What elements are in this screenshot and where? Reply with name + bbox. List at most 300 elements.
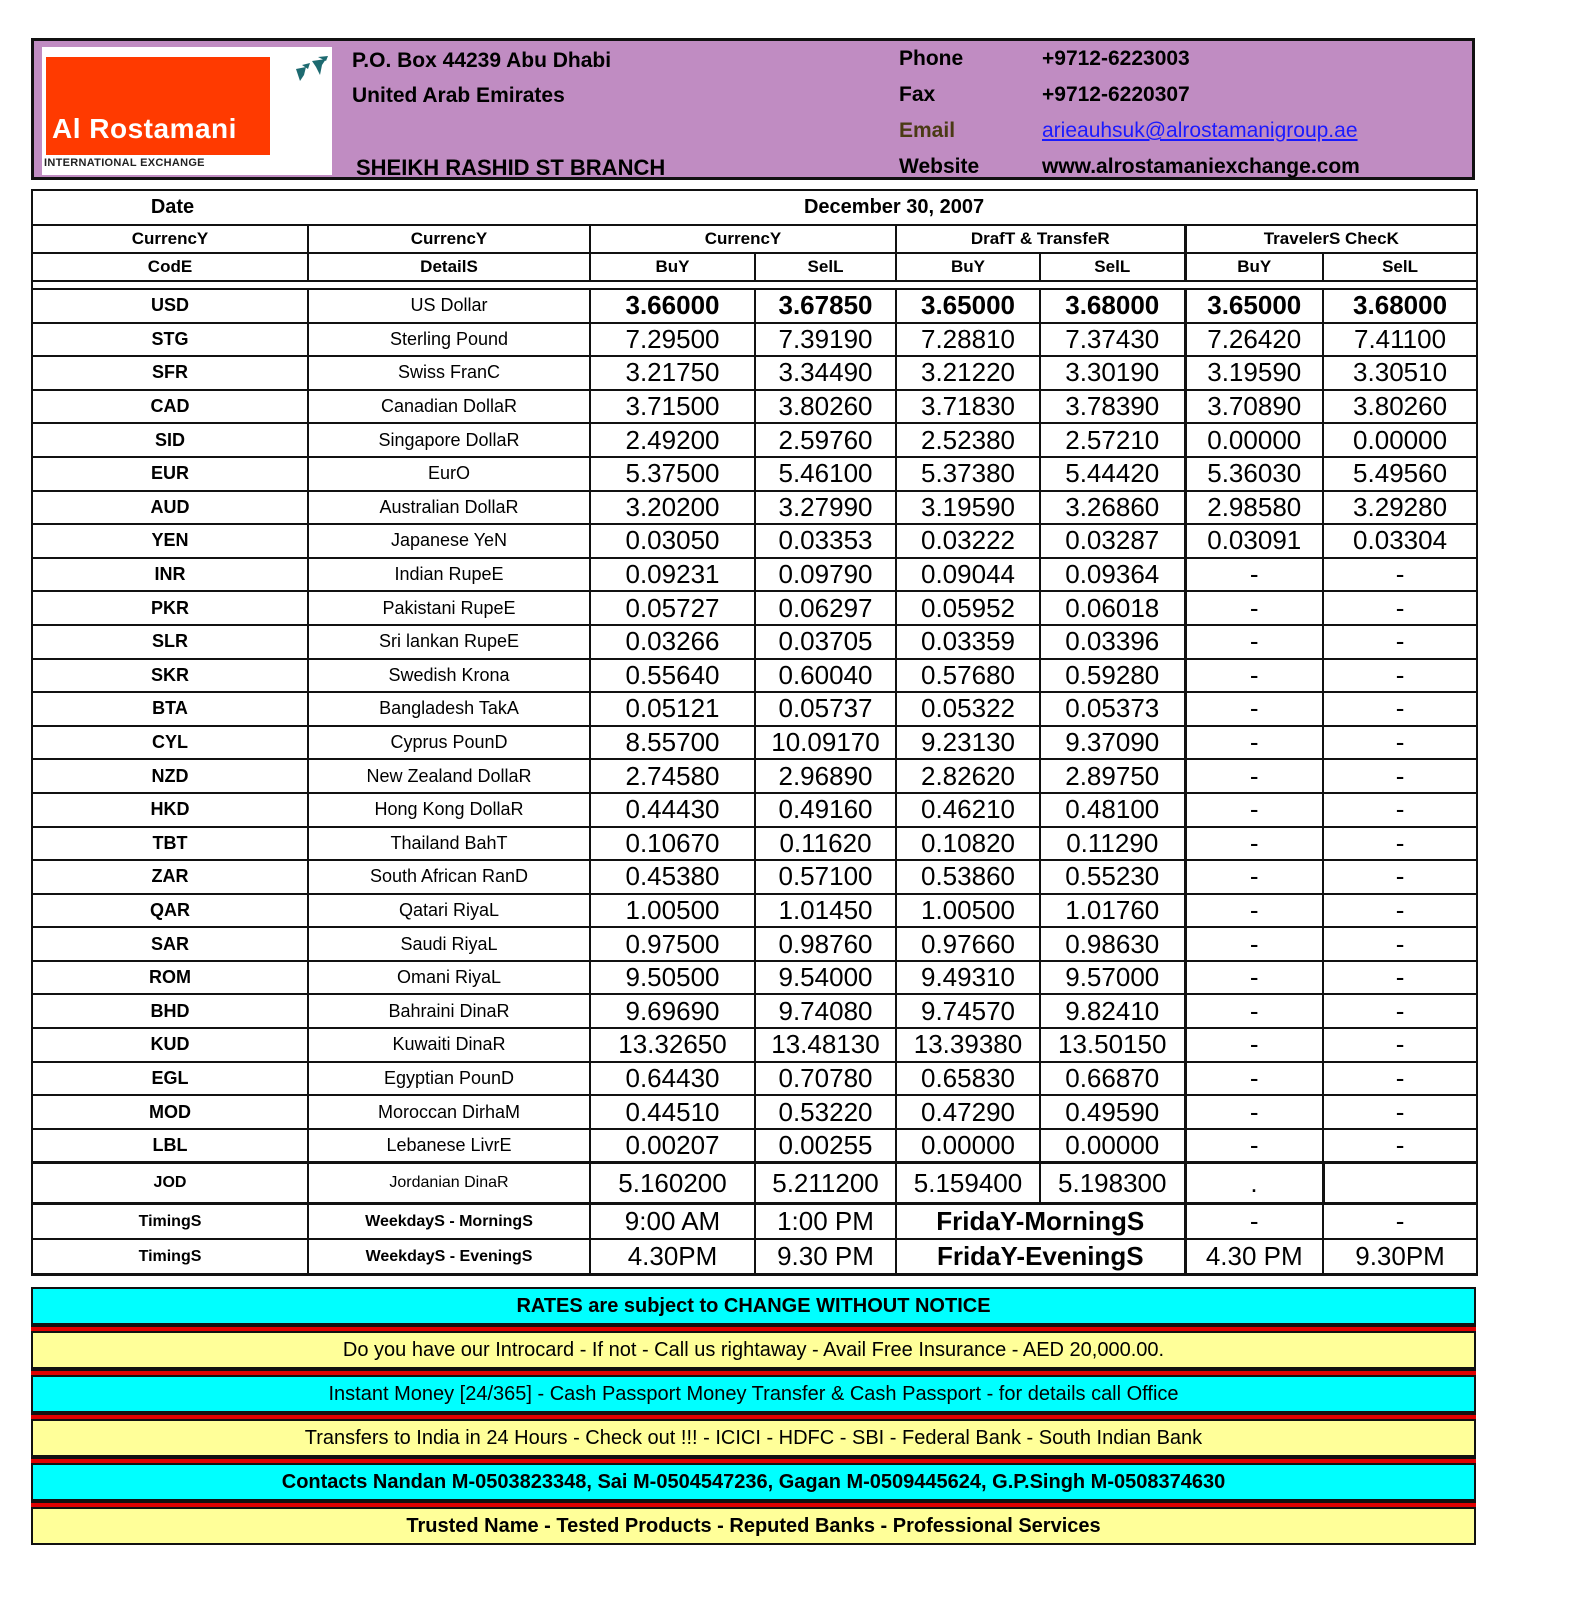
draft-buy: 3.19590 bbox=[896, 491, 1040, 525]
draft-sell: 0.03287 bbox=[1040, 524, 1185, 558]
draft-buy: 0.10820 bbox=[896, 827, 1040, 861]
tc-sell: - bbox=[1323, 827, 1477, 861]
email-label: Email bbox=[899, 119, 956, 142]
tc-sell: - bbox=[1323, 1129, 1477, 1163]
timing-detail: WeekdayS - MorningS bbox=[308, 1204, 590, 1240]
currency-sell: 10.09170 bbox=[755, 726, 896, 760]
tc-sell: - bbox=[1323, 1095, 1477, 1129]
draft-buy: 2.82620 bbox=[896, 759, 1040, 793]
currency-buy: 0.97500 bbox=[590, 927, 755, 961]
draft-sell: 7.37430 bbox=[1040, 323, 1185, 357]
draft-buy: 0.05322 bbox=[896, 692, 1040, 726]
draft-sell: 0.59280 bbox=[1040, 659, 1185, 693]
tc-buy: - bbox=[1185, 558, 1323, 592]
tc-buy: - bbox=[1185, 827, 1323, 861]
draft-sell: 3.30190 bbox=[1040, 356, 1185, 390]
draft-sell: 9.57000 bbox=[1040, 961, 1185, 995]
currency-code: ZAR bbox=[32, 860, 308, 894]
draft-sell: 0.11290 bbox=[1040, 827, 1185, 861]
tc-sell: - bbox=[1323, 1062, 1477, 1096]
currency-buy: 0.05121 bbox=[590, 692, 755, 726]
currency-code: EGL bbox=[32, 1062, 308, 1096]
currency-sell: 5.46100 bbox=[755, 457, 896, 491]
draft-buy: 0.03359 bbox=[896, 625, 1040, 659]
table-row bbox=[32, 827, 1477, 861]
tc-buy: - bbox=[1185, 1095, 1323, 1129]
currency-buy: 0.00207 bbox=[590, 1129, 755, 1163]
currency-buy: 0.55640 bbox=[590, 659, 755, 693]
currency-detail: Australian DollaR bbox=[308, 491, 590, 525]
currency-detail: Sterling Pound bbox=[308, 323, 590, 357]
col-header-details: DetailS bbox=[308, 253, 590, 281]
tc-buy: - bbox=[1185, 659, 1323, 693]
currency-buy: 2.49200 bbox=[590, 423, 755, 457]
draft-sell: 0.00000 bbox=[1040, 1129, 1185, 1163]
tc-buy: - bbox=[1185, 759, 1323, 793]
tc-sell: - bbox=[1323, 625, 1477, 659]
banner-tagline: Trusted Name - Tested Products - Reputed Banks - Professional Services bbox=[31, 1507, 1476, 1545]
col-header-tc-sell: SelL bbox=[1323, 253, 1477, 281]
col-header-draft-sell: SelL bbox=[1040, 253, 1185, 281]
tc-buy: - bbox=[1185, 726, 1323, 760]
email-link[interactable] bbox=[1042, 119, 1358, 143]
draft-sell: 0.05373 bbox=[1040, 692, 1185, 726]
currency-buy: 3.71500 bbox=[590, 390, 755, 424]
draft-buy: 5.159400 bbox=[896, 1163, 1040, 1204]
tc-sell: 7.41100 bbox=[1323, 323, 1477, 357]
draft-sell: 3.26860 bbox=[1040, 491, 1185, 525]
draft-sell: 1.01760 bbox=[1040, 894, 1185, 928]
tc-sell: - bbox=[1323, 1028, 1477, 1062]
tc-buy: 0.03091 bbox=[1185, 524, 1323, 558]
table-row bbox=[32, 289, 1477, 323]
website-value: www.alrostamaniexchange.com bbox=[1042, 155, 1360, 178]
tc-buy: - bbox=[1185, 994, 1323, 1028]
currency-detail: EurO bbox=[308, 457, 590, 491]
col-header-draft-transfer: DrafT & TransfeR bbox=[896, 225, 1185, 253]
currency-code: JOD bbox=[32, 1163, 308, 1204]
tc-buy: 3.19590 bbox=[1185, 356, 1323, 390]
currency-buy: 0.10670 bbox=[590, 827, 755, 861]
currency-sell: 0.00255 bbox=[755, 1129, 896, 1163]
currency-sell: 5.211200 bbox=[755, 1163, 896, 1204]
banner-instant-money: Instant Money [24/365] - Cash Passport Money Transfer & Cash Passport - for details call Office bbox=[31, 1375, 1476, 1413]
friday-end: - bbox=[1323, 1204, 1477, 1240]
currency-detail: Sri lankan RupeE bbox=[308, 625, 590, 659]
currency-code: INR bbox=[32, 558, 308, 592]
tc-buy: - bbox=[1185, 625, 1323, 659]
tc-buy: - bbox=[1185, 894, 1323, 928]
currency-sell: 0.53220 bbox=[755, 1095, 896, 1129]
tc-buy: - bbox=[1185, 1028, 1323, 1062]
table-row bbox=[32, 423, 1477, 457]
col-header-draft-buy: BuY bbox=[896, 253, 1040, 281]
draft-buy: 1.00500 bbox=[896, 894, 1040, 928]
banner-rates-notice: RATES are subject to CHANGE WITHOUT NOTICE bbox=[31, 1287, 1476, 1325]
tc-buy: - bbox=[1185, 927, 1323, 961]
tc-sell: 3.29280 bbox=[1323, 491, 1477, 525]
email-link-text[interactable]: arieauhsuk@alrostamanigroup.ae bbox=[1042, 119, 1358, 142]
friday-start: 4.30 PM bbox=[1185, 1239, 1323, 1275]
draft-sell: 0.06018 bbox=[1040, 591, 1185, 625]
draft-sell: 0.55230 bbox=[1040, 860, 1185, 894]
currency-buy: 1.00500 bbox=[590, 894, 755, 928]
currency-code: EUR bbox=[32, 457, 308, 491]
tc-sell: - bbox=[1323, 591, 1477, 625]
table-row bbox=[32, 356, 1477, 390]
currency-sell: 0.70780 bbox=[755, 1062, 896, 1096]
currency-buy: 0.45380 bbox=[590, 860, 755, 894]
timing-end: 1:00 PM bbox=[755, 1204, 896, 1240]
timing-row-morning bbox=[32, 1204, 1477, 1240]
currency-code: CYL bbox=[32, 726, 308, 760]
currency-buy: 0.44510 bbox=[590, 1095, 755, 1129]
currency-buy: 0.64430 bbox=[590, 1062, 755, 1096]
banner-introcard: Do you have our Introcard - If not - Call us rightaway - Avail Free Insurance - AED 20,000.00. bbox=[31, 1331, 1476, 1369]
tc-sell: 0.03304 bbox=[1323, 524, 1477, 558]
draft-buy: 5.37380 bbox=[896, 457, 1040, 491]
currency-sell: 13.48130 bbox=[755, 1028, 896, 1062]
currency-sell: 3.80260 bbox=[755, 390, 896, 424]
tc-buy: - bbox=[1185, 1062, 1323, 1096]
friday-start: - bbox=[1185, 1204, 1323, 1240]
draft-buy: 0.05952 bbox=[896, 591, 1040, 625]
phone-value: +9712-6223003 bbox=[1042, 47, 1190, 70]
draft-buy: 0.65830 bbox=[896, 1062, 1040, 1096]
currency-sell: 0.60040 bbox=[755, 659, 896, 693]
currency-code: SAR bbox=[32, 927, 308, 961]
draft-sell: 0.09364 bbox=[1040, 558, 1185, 592]
currency-code: SFR bbox=[32, 356, 308, 390]
tc-sell: - bbox=[1323, 659, 1477, 693]
currency-sell: 0.11620 bbox=[755, 827, 896, 861]
header-panel bbox=[31, 38, 1475, 180]
col-header-currency-sell: SelL bbox=[755, 253, 896, 281]
currency-sell: 3.67850 bbox=[755, 289, 896, 323]
currency-detail: Bahraini DinaR bbox=[308, 994, 590, 1028]
table-row bbox=[32, 1062, 1477, 1096]
branch-name: SHEIKH RASHID ST BRANCH bbox=[356, 155, 666, 180]
tc-sell: 3.80260 bbox=[1323, 390, 1477, 424]
currency-code: BHD bbox=[32, 994, 308, 1028]
currency-buy: 3.21750 bbox=[590, 356, 755, 390]
currency-detail: Cyprus PounD bbox=[308, 726, 590, 760]
currency-code: PKR bbox=[32, 591, 308, 625]
currency-code: HKD bbox=[32, 793, 308, 827]
draft-buy: 7.28810 bbox=[896, 323, 1040, 357]
currency-buy: 0.44430 bbox=[590, 793, 755, 827]
tc-sell: 3.30510 bbox=[1323, 356, 1477, 390]
currency-buy: 9.50500 bbox=[590, 961, 755, 995]
table-row bbox=[32, 894, 1477, 928]
currency-code: MOD bbox=[32, 1095, 308, 1129]
date-row bbox=[32, 190, 1477, 225]
table-row bbox=[32, 994, 1477, 1028]
company-logo bbox=[42, 47, 332, 175]
draft-sell: 5.198300 bbox=[1040, 1163, 1185, 1204]
currency-detail: Kuwaiti DinaR bbox=[308, 1028, 590, 1062]
draft-sell: 13.50150 bbox=[1040, 1028, 1185, 1062]
tc-sell: - bbox=[1323, 759, 1477, 793]
banner-contacts: Contacts Nandan M-0503823348, Sai M-0504547236, Gagan M-0509445624, G.P.Singh M-0508374630 bbox=[31, 1463, 1476, 1501]
tc-buy: 7.26420 bbox=[1185, 323, 1323, 357]
currency-buy: 5.37500 bbox=[590, 457, 755, 491]
currency-detail: Swedish Krona bbox=[308, 659, 590, 693]
col-header-tc-buy: BuY bbox=[1185, 253, 1323, 281]
currency-detail: Thailand BahT bbox=[308, 827, 590, 861]
currency-sell: 2.59760 bbox=[755, 423, 896, 457]
table-row bbox=[32, 491, 1477, 525]
tc-buy: 3.65000 bbox=[1185, 289, 1323, 323]
header-row-1 bbox=[32, 225, 1477, 253]
draft-sell: 0.49590 bbox=[1040, 1095, 1185, 1129]
header-row-2 bbox=[32, 253, 1477, 281]
timing-label: TimingS bbox=[32, 1204, 308, 1240]
currency-detail: Qatari RiyaL bbox=[308, 894, 590, 928]
currency-detail: Japanese YeN bbox=[308, 524, 590, 558]
currency-detail: Moroccan DirhaM bbox=[308, 1095, 590, 1129]
currency-code: TBT bbox=[32, 827, 308, 861]
draft-buy: 0.00000 bbox=[896, 1129, 1040, 1163]
tc-buy: 0.00000 bbox=[1185, 423, 1323, 457]
table-row bbox=[32, 524, 1477, 558]
currency-sell: 9.74080 bbox=[755, 994, 896, 1028]
tc-buy: - bbox=[1185, 793, 1323, 827]
tc-sell: 0.00000 bbox=[1323, 423, 1477, 457]
currency-detail: Lebanese LivrE bbox=[308, 1129, 590, 1163]
tc-buy: - bbox=[1185, 692, 1323, 726]
table-row bbox=[32, 558, 1477, 592]
table-row bbox=[32, 759, 1477, 793]
currency-code: AUD bbox=[32, 491, 308, 525]
currency-code: KUD bbox=[32, 1028, 308, 1062]
currency-sell: 3.27990 bbox=[755, 491, 896, 525]
currency-buy: 8.55700 bbox=[590, 726, 755, 760]
table-row bbox=[32, 961, 1477, 995]
currency-buy: 0.05727 bbox=[590, 591, 755, 625]
currency-buy: 7.29500 bbox=[590, 323, 755, 357]
currency-buy: 0.03266 bbox=[590, 625, 755, 659]
col-header-currency: CurrencY bbox=[590, 225, 896, 253]
friday-label: FridaY-EveningS bbox=[896, 1239, 1185, 1275]
currency-sell: 0.06297 bbox=[755, 591, 896, 625]
currency-code: SLR bbox=[32, 625, 308, 659]
col-header-currency-code: CurrencY bbox=[32, 225, 308, 253]
col-header-currency-buy: BuY bbox=[590, 253, 755, 281]
currency-detail: Singapore DollaR bbox=[308, 423, 590, 457]
tc-sell: - bbox=[1323, 726, 1477, 760]
tc-sell: - bbox=[1323, 961, 1477, 995]
currency-sell: 7.39190 bbox=[755, 323, 896, 357]
friday-end: 9.30PM bbox=[1323, 1239, 1477, 1275]
table-row bbox=[32, 457, 1477, 491]
draft-buy: 9.49310 bbox=[896, 961, 1040, 995]
currency-sell: 0.05737 bbox=[755, 692, 896, 726]
tc-buy: - bbox=[1185, 860, 1323, 894]
tc-sell: - bbox=[1323, 994, 1477, 1028]
currency-sell: 0.03353 bbox=[755, 524, 896, 558]
currency-sell: 0.09790 bbox=[755, 558, 896, 592]
draft-buy: 0.47290 bbox=[896, 1095, 1040, 1129]
draft-buy: 9.23130 bbox=[896, 726, 1040, 760]
currency-detail: Saudi RiyaL bbox=[308, 927, 590, 961]
tc-buy: . bbox=[1185, 1163, 1323, 1204]
currency-detail: US Dollar bbox=[308, 289, 590, 323]
currency-sell: 0.49160 bbox=[755, 793, 896, 827]
date-label: Date bbox=[32, 190, 308, 225]
tc-buy: - bbox=[1185, 591, 1323, 625]
fax-value: +9712-6220307 bbox=[1042, 83, 1190, 106]
tc-buy: - bbox=[1185, 961, 1323, 995]
table-row bbox=[32, 390, 1477, 424]
draft-sell: 0.03396 bbox=[1040, 625, 1185, 659]
draft-buy: 2.52380 bbox=[896, 423, 1040, 457]
tc-sell: - bbox=[1323, 894, 1477, 928]
spacer-row bbox=[32, 281, 1477, 289]
spacer bbox=[32, 281, 1477, 289]
fax-label: Fax bbox=[899, 83, 936, 106]
draft-sell: 0.98630 bbox=[1040, 927, 1185, 961]
currency-buy: 0.03050 bbox=[590, 524, 755, 558]
table-row bbox=[32, 323, 1477, 357]
table-row bbox=[32, 860, 1477, 894]
address-line-2: United Arab Emirates bbox=[352, 84, 565, 107]
table-row bbox=[32, 692, 1477, 726]
timing-row-evening bbox=[32, 1239, 1477, 1275]
currency-detail: Pakistani RupeE bbox=[308, 591, 590, 625]
col-header-travelers-check: TravelerS ChecK bbox=[1185, 225, 1477, 253]
currency-detail: Bangladesh TakA bbox=[308, 692, 590, 726]
draft-sell: 0.66870 bbox=[1040, 1062, 1185, 1096]
table-row bbox=[32, 927, 1477, 961]
currency-code: NZD bbox=[32, 759, 308, 793]
draft-buy: 0.57680 bbox=[896, 659, 1040, 693]
table-row bbox=[32, 625, 1477, 659]
draft-sell: 5.44420 bbox=[1040, 457, 1185, 491]
draft-buy: 9.74570 bbox=[896, 994, 1040, 1028]
timing-start: 4.30PM bbox=[590, 1239, 755, 1275]
banner-india-transfers: Transfers to India in 24 Hours - Check out !!! - ICICI - HDFC - SBI - Federal Bank - South Indian Bank bbox=[31, 1419, 1476, 1457]
rate-rows bbox=[32, 289, 1477, 1163]
currency-code: YEN bbox=[32, 524, 308, 558]
col-header-code: CodE bbox=[32, 253, 308, 281]
table-row bbox=[32, 591, 1477, 625]
currency-code: SID bbox=[32, 423, 308, 457]
currency-sell: 2.96890 bbox=[755, 759, 896, 793]
currency-sell: 0.57100 bbox=[755, 860, 896, 894]
draft-sell: 3.68000 bbox=[1040, 289, 1185, 323]
currency-sell: 9.54000 bbox=[755, 961, 896, 995]
table-row bbox=[32, 793, 1477, 827]
logo-subtitle: INTERNATIONAL EXCHANGE bbox=[44, 157, 205, 169]
currency-code: BTA bbox=[32, 692, 308, 726]
friday-label: FridaY-MorningS bbox=[896, 1204, 1185, 1240]
draft-buy: 3.65000 bbox=[896, 289, 1040, 323]
draft-sell: 9.82410 bbox=[1040, 994, 1185, 1028]
currency-sell: 1.01450 bbox=[755, 894, 896, 928]
draft-buy: 13.39380 bbox=[896, 1028, 1040, 1062]
currency-sell: 0.03705 bbox=[755, 625, 896, 659]
table-row bbox=[32, 1129, 1477, 1163]
currency-buy: 3.66000 bbox=[590, 289, 755, 323]
currency-detail: Swiss FranC bbox=[308, 356, 590, 390]
currency-code: ROM bbox=[32, 961, 308, 995]
currency-detail: South African RanD bbox=[308, 860, 590, 894]
currency-detail: Omani RiyaL bbox=[308, 961, 590, 995]
col-header-currency-details: CurrencY bbox=[308, 225, 590, 253]
tc-sell bbox=[1323, 1163, 1477, 1204]
draft-buy: 0.53860 bbox=[896, 860, 1040, 894]
tc-sell: - bbox=[1323, 927, 1477, 961]
draft-sell: 2.89750 bbox=[1040, 759, 1185, 793]
address-line-1: P.O. Box 44239 Abu Dhabi bbox=[352, 49, 612, 72]
tc-sell: - bbox=[1323, 558, 1477, 592]
currency-code: CAD bbox=[32, 390, 308, 424]
tc-sell: 3.68000 bbox=[1323, 289, 1477, 323]
currency-buy: 9.69690 bbox=[590, 994, 755, 1028]
timing-detail: WeekdayS - EveningS bbox=[308, 1239, 590, 1275]
currency-code: USD bbox=[32, 289, 308, 323]
currency-buy: 0.09231 bbox=[590, 558, 755, 592]
draft-buy: 0.09044 bbox=[896, 558, 1040, 592]
draft-buy: 0.46210 bbox=[896, 793, 1040, 827]
phone-label: Phone bbox=[899, 47, 964, 70]
tc-sell: - bbox=[1323, 793, 1477, 827]
table-row-jod bbox=[32, 1163, 1477, 1204]
currency-code: SKR bbox=[32, 659, 308, 693]
currency-detail: Jordanian DinaR bbox=[308, 1163, 590, 1204]
currency-buy: 3.20200 bbox=[590, 491, 755, 525]
currency-code: LBL bbox=[32, 1129, 308, 1163]
timing-start: 9:00 AM bbox=[590, 1204, 755, 1240]
tc-sell: - bbox=[1323, 860, 1477, 894]
currency-buy: 2.74580 bbox=[590, 759, 755, 793]
table-row bbox=[32, 726, 1477, 760]
draft-sell: 0.48100 bbox=[1040, 793, 1185, 827]
draft-sell: 9.37090 bbox=[1040, 726, 1185, 760]
currency-sell: 3.34490 bbox=[755, 356, 896, 390]
tc-sell: 5.49560 bbox=[1323, 457, 1477, 491]
birds-icon bbox=[292, 55, 332, 85]
table-row bbox=[32, 1028, 1477, 1062]
tc-sell: - bbox=[1323, 692, 1477, 726]
currency-buy: 5.160200 bbox=[590, 1163, 755, 1204]
table-row bbox=[32, 1095, 1477, 1129]
draft-buy: 0.03222 bbox=[896, 524, 1040, 558]
draft-buy: 3.71830 bbox=[896, 390, 1040, 424]
timing-label: TimingS bbox=[32, 1239, 308, 1275]
currency-buy: 13.32650 bbox=[590, 1028, 755, 1062]
currency-detail: Hong Kong DollaR bbox=[308, 793, 590, 827]
currency-detail: Egyptian PounD bbox=[308, 1062, 590, 1096]
table-row bbox=[32, 659, 1477, 693]
website-label: Website bbox=[899, 155, 980, 178]
draft-buy: 3.21220 bbox=[896, 356, 1040, 390]
currency-sell: 0.98760 bbox=[755, 927, 896, 961]
date-value: December 30, 2007 bbox=[308, 190, 1477, 225]
currency-code: STG bbox=[32, 323, 308, 357]
currency-detail: New Zealand DollaR bbox=[308, 759, 590, 793]
exchange-rates-table bbox=[31, 189, 1478, 1276]
tc-buy: 3.70890 bbox=[1185, 390, 1323, 424]
timing-end: 9.30 PM bbox=[755, 1239, 896, 1275]
currency-code: QAR bbox=[32, 894, 308, 928]
draft-sell: 2.57210 bbox=[1040, 423, 1185, 457]
tc-buy: 5.36030 bbox=[1185, 457, 1323, 491]
currency-detail: Canadian DollaR bbox=[308, 390, 590, 424]
draft-sell: 3.78390 bbox=[1040, 390, 1185, 424]
tc-buy: 2.98580 bbox=[1185, 491, 1323, 525]
